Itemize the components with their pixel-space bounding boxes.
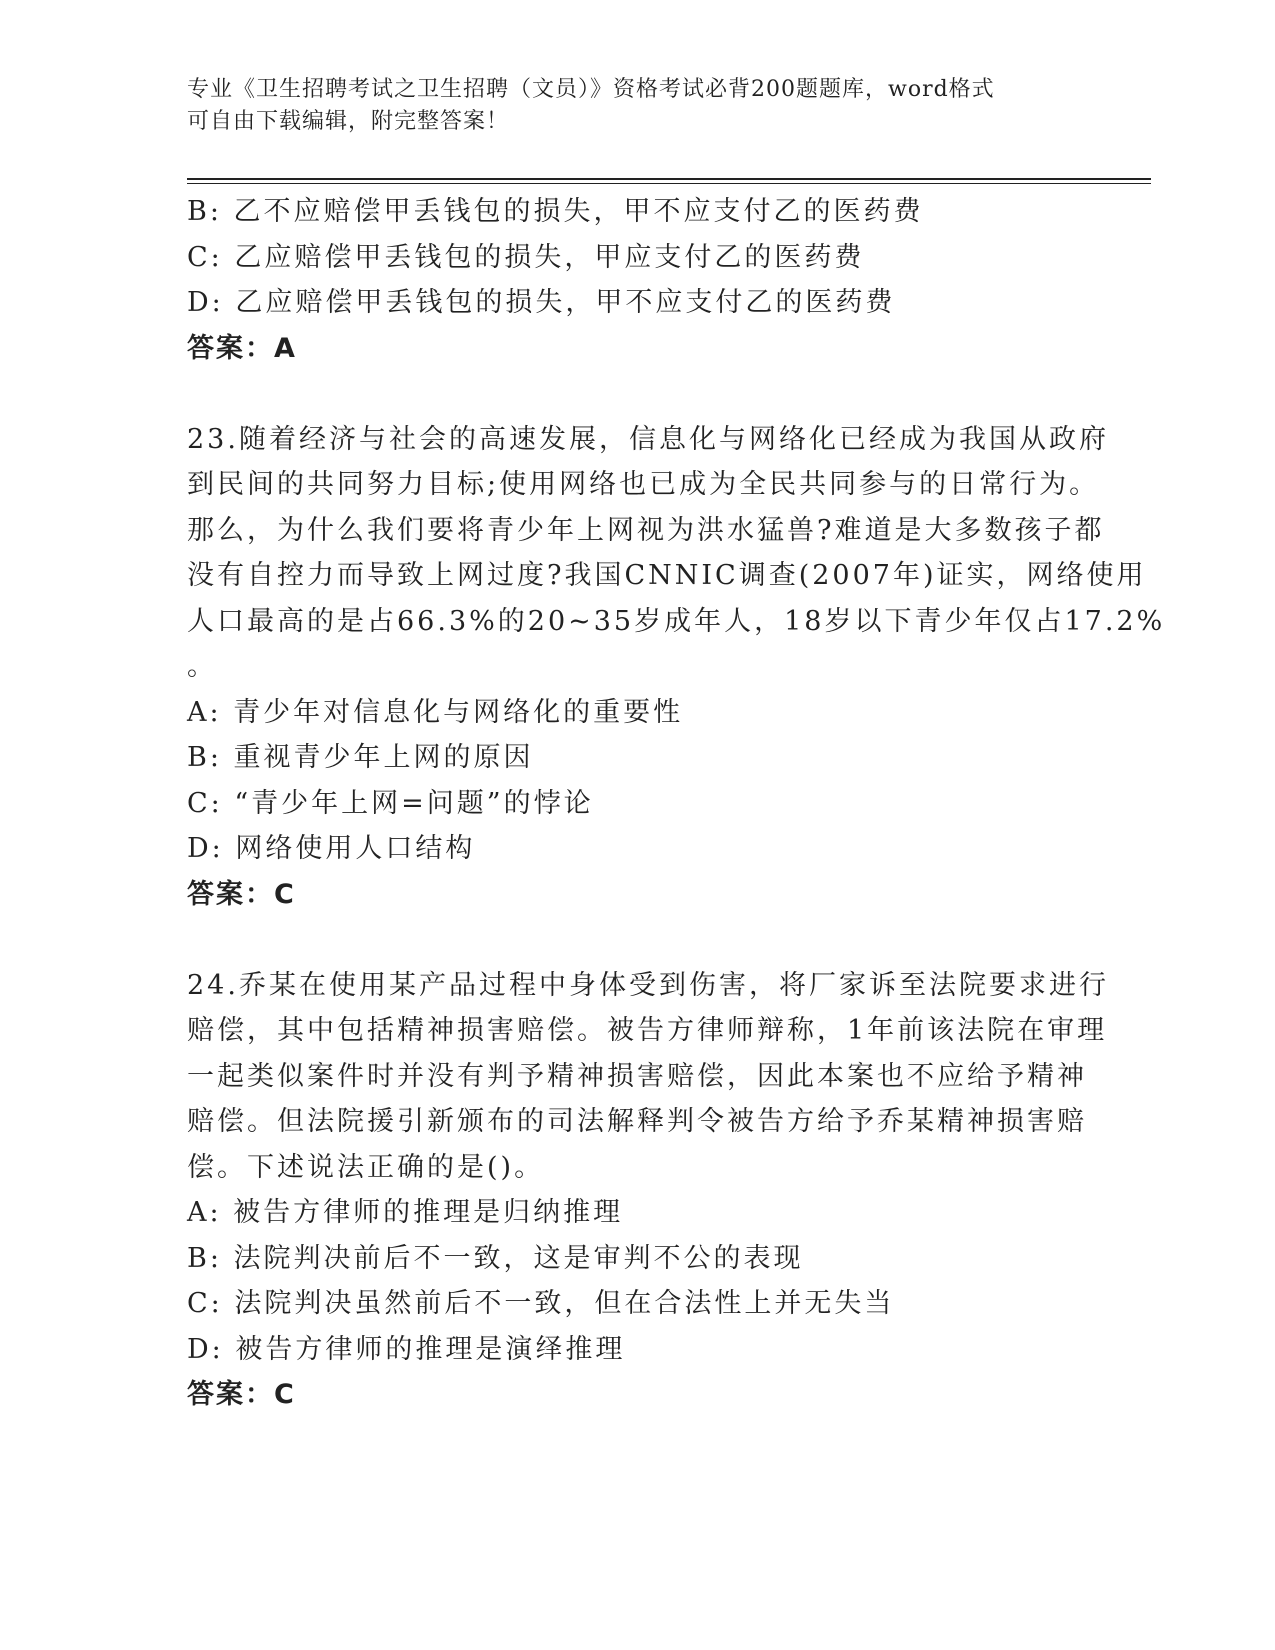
option-b: B: 重视青少年上网的原因: [187, 742, 534, 773]
option-a: A: 被告方律师的推理是归纳推理: [187, 1197, 624, 1228]
header-rule-thick: [187, 178, 1151, 180]
answer: 答案：C: [187, 1379, 296, 1410]
question-stem-line: 那么，为什么我们要将青少年上网视为洪水猛兽?难道是大多数孩子都: [187, 514, 1105, 546]
question-stem-line: 。: [187, 651, 217, 682]
option-b: B: 乙不应赔偿甲丢钱包的损失，甲不应支付乙的医药费: [187, 196, 924, 227]
option-b: B: 法院判决前后不一致，这是审判不公的表现: [187, 1242, 804, 1274]
option-c: C: 乙应赔偿甲丢钱包的损失，甲应支付乙的医药费: [187, 241, 865, 273]
option-d: D: 网络使用人口结构: [187, 833, 476, 864]
question-stem-line: 没有自控力而导致上网过度?我国CNNIC调查(2007年)证实，网络使用: [187, 560, 1147, 591]
question-24: [187, 963, 1109, 1418]
option-d: D: 被告方律师的推理是演绎推理: [187, 1333, 626, 1365]
question-stem-line: 一起类似案件时并没有判予精神损害赔偿，因此本案也不应给予精神: [187, 1060, 1087, 1092]
question-stem-line: 23.随着经济与社会的高速发展，信息化与网络化已经成为我国从政府: [187, 423, 1109, 455]
document-body: [187, 189, 1166, 1418]
spacer: [187, 917, 1087, 963]
question-stem-line: 赔偿。但法院援引新颁布的司法解释判令被告方给予乔某精神损害赔: [187, 1106, 1087, 1137]
question-stem-line: 24.乔某在使用某产品过程中身体受到伤害，将厂家诉至法院要求进行: [187, 969, 1109, 1001]
header-line-2: 可自由下载编辑，附完整答案！: [187, 109, 510, 134]
option-a: A: 青少年对信息化与网络化的重要性: [187, 696, 684, 728]
option-d: D: 乙应赔偿甲丢钱包的损失，甲不应支付乙的医药费: [187, 287, 896, 318]
header-line-1: 专业《卫生招聘考试之卫生招聘（文员）》资格考试必背200题题库，word格式: [187, 77, 995, 102]
header-rule-thin: [187, 183, 1151, 184]
question-22: [187, 189, 1087, 371]
spacer: [187, 371, 1087, 417]
document-header: [187, 74, 1087, 138]
answer: 答案：A: [187, 332, 297, 364]
question-stem-line: 到民间的共同努力目标;使用网络也已成为全民共同参与的日常行为。: [187, 469, 1100, 500]
question-23: [187, 417, 1166, 918]
option-c: C: 法院判决虽然前后不一致，但在合法性上并无失当: [187, 1288, 895, 1319]
question-stem-line: 赔偿，其中包括精神损害赔偿。被告方律师辩称，1年前该法院在审理: [187, 1015, 1108, 1046]
answer: 答案：C: [187, 878, 296, 910]
question-stem-line: 偿。下述说法正确的是()。: [187, 1151, 545, 1183]
option-c: C: “青少年上网=问题”的悖论: [187, 787, 594, 819]
question-stem-line: 人口最高的是占66.3%的20~35岁成年人，18岁以下青少年仅占17.2%: [187, 605, 1166, 637]
